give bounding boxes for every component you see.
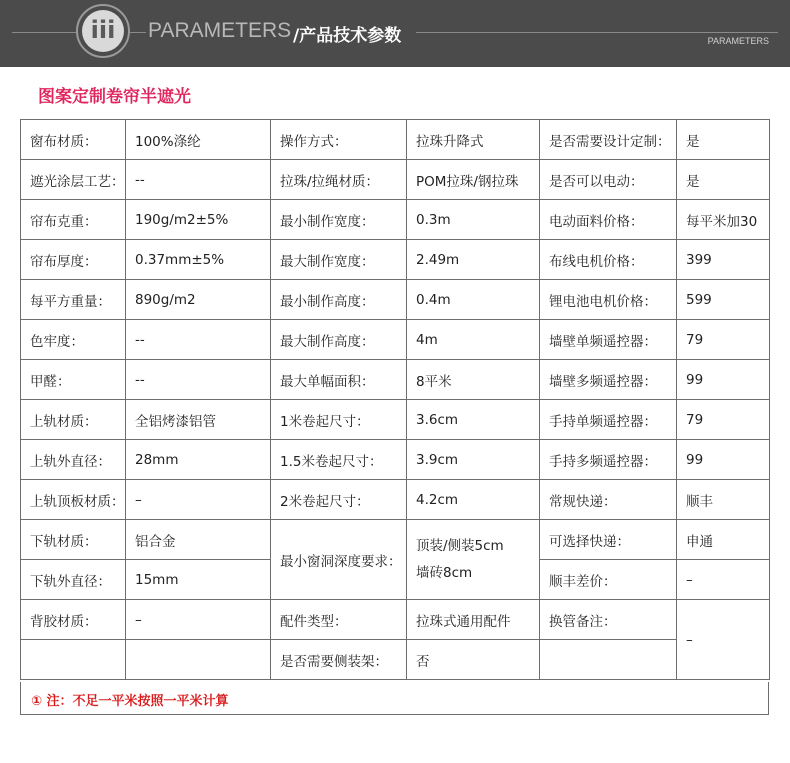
spec-value: 0.37mm±5% <box>126 240 271 280</box>
spec-value: 3.6cm <box>407 400 540 440</box>
spec-value: 0.4m <box>407 280 540 320</box>
spec-label: 电动面料价格： <box>540 200 677 240</box>
spec-label: 帘布克重： <box>21 200 126 240</box>
spec-value: 100%涤纶 <box>126 120 271 160</box>
spec-label: 最小制作宽度： <box>271 200 407 240</box>
spec-label: 顺丰差价： <box>540 560 677 600</box>
note-row <box>20 682 769 715</box>
spec-value-merged <box>407 520 540 600</box>
spec-value: 是 <box>677 160 770 200</box>
spec-label: 每平方重量： <box>21 280 126 320</box>
spec-label: 背胶材质： <box>21 600 126 640</box>
spec-value: 99 <box>677 360 770 400</box>
spec-value: 3.9cm <box>407 440 540 480</box>
table-row <box>21 320 770 360</box>
header-divider-right <box>416 32 778 33</box>
table-row <box>21 160 770 200</box>
spec-label: 遮光涂层工艺： <box>21 160 126 200</box>
spec-value: 8平米 <box>407 360 540 400</box>
spec-label: 是否需要侧装架： <box>271 640 407 680</box>
spec-value: 399 <box>677 240 770 280</box>
spec-label: 墙壁单频遥控器： <box>540 320 677 360</box>
spec-value-line: 顶装/侧装5cm <box>416 537 504 554</box>
table-row <box>21 520 770 560</box>
spec-value: -- <box>126 160 271 200</box>
header-banner <box>0 0 790 67</box>
spec-label: 墙壁多频遥控器： <box>540 360 677 400</box>
spec-label: 窗布材质： <box>21 120 126 160</box>
product-title: 图案定制卷帘半遮光 <box>38 87 191 107</box>
spec-value: -- <box>126 360 271 400</box>
header-small-label: PARAMETERS <box>707 36 769 46</box>
spec-label: 最大单幅面积： <box>271 360 407 400</box>
header-title-cn: /产品技术参数 <box>293 26 402 46</box>
empty-cell <box>21 640 126 680</box>
empty-cell <box>126 640 271 680</box>
table-row <box>21 200 770 240</box>
spec-value: 全铝烤漆铝管 <box>126 400 271 440</box>
spec-label: 手持多频遥控器： <box>540 440 677 480</box>
spec-label: 下轨材质： <box>21 520 126 560</box>
spec-label: 最小制作高度： <box>271 280 407 320</box>
spec-label: 锂电池电机价格： <box>540 280 677 320</box>
spec-label: 常规快递： <box>540 480 677 520</box>
badge-icon: iii <box>82 10 124 52</box>
note-text: ① 注：不足一平米按照一平米计算 <box>31 694 229 709</box>
header-divider-mid <box>130 32 146 33</box>
spec-value: POM拉珠/钢拉珠 <box>407 160 540 200</box>
table-row <box>21 480 770 520</box>
spec-value: 0.3m <box>407 200 540 240</box>
table-row <box>21 360 770 400</box>
spec-value: 4.2cm <box>407 480 540 520</box>
spec-value: 铝合金 <box>126 520 271 560</box>
table-row <box>21 400 770 440</box>
spec-value: 是 <box>677 120 770 160</box>
spec-label: 手持单频遥控器： <box>540 400 677 440</box>
spec-label: 拉珠/拉绳材质： <box>271 160 407 200</box>
spec-label: 1.5米卷起尺寸： <box>271 440 407 480</box>
spec-label: 1米卷起尺寸： <box>271 400 407 440</box>
spec-label: 最小窗洞深度要求： <box>271 520 407 600</box>
spec-label: 上轨顶板材质： <box>21 480 126 520</box>
spec-value: 599 <box>677 280 770 320</box>
spec-label: 可选择快递： <box>540 520 677 560</box>
spec-label: 上轨外直径： <box>21 440 126 480</box>
table-row <box>21 280 770 320</box>
spec-label: 下轨外直径： <box>21 560 126 600</box>
spec-value: 每平米加30 <box>677 200 770 240</box>
spec-label: 帘布厚度： <box>21 240 126 280</box>
spec-value: 190g/m2±5% <box>126 200 271 240</box>
spec-value: 890g/m2 <box>126 280 271 320</box>
spec-value: 79 <box>677 400 770 440</box>
header-divider-left <box>12 32 76 33</box>
empty-cell <box>540 640 677 680</box>
spec-value: – <box>126 600 271 640</box>
spec-label: 配件类型： <box>271 600 407 640</box>
spec-label: 是否需要设计定制： <box>540 120 677 160</box>
spec-label: 操作方式： <box>271 120 407 160</box>
spec-label: 最大制作高度： <box>271 320 407 360</box>
spec-value: – <box>126 480 271 520</box>
spec-value: 拉珠升降式 <box>407 120 540 160</box>
spec-label: 最大制作宽度： <box>271 240 407 280</box>
spec-value: 4m <box>407 320 540 360</box>
spec-value: 15mm <box>126 560 271 600</box>
table-row <box>21 240 770 280</box>
spec-value-line: 墙砖8cm <box>416 564 473 581</box>
spec-value: 否 <box>407 640 540 680</box>
parameters-badge <box>76 4 130 58</box>
spec-value: – <box>677 600 770 680</box>
table-row <box>21 120 770 160</box>
spec-value: -- <box>126 320 271 360</box>
spec-value: 顺丰 <box>677 480 770 520</box>
spec-value: 拉珠式通用配件 <box>407 600 540 640</box>
spec-label: 色牢度： <box>21 320 126 360</box>
table-row <box>21 440 770 480</box>
header-title-en: PARAMETERS <box>148 19 292 42</box>
table-row <box>21 600 770 640</box>
spec-value: 2.49m <box>407 240 540 280</box>
spec-value: – <box>677 560 770 600</box>
spec-label: 换管备注： <box>540 600 677 640</box>
spec-label: 上轨材质： <box>21 400 126 440</box>
spec-label: 甲醛： <box>21 360 126 400</box>
spec-value: 99 <box>677 440 770 480</box>
table-row <box>21 640 770 680</box>
spec-value: 79 <box>677 320 770 360</box>
spec-table-body <box>21 120 770 680</box>
spec-label: 布线电机价格： <box>540 240 677 280</box>
spec-value: 申通 <box>677 520 770 560</box>
spec-label: 2米卷起尺寸： <box>271 480 407 520</box>
spec-table <box>20 119 770 680</box>
spec-value: 28mm <box>126 440 271 480</box>
spec-label: 是否可以电动： <box>540 160 677 200</box>
